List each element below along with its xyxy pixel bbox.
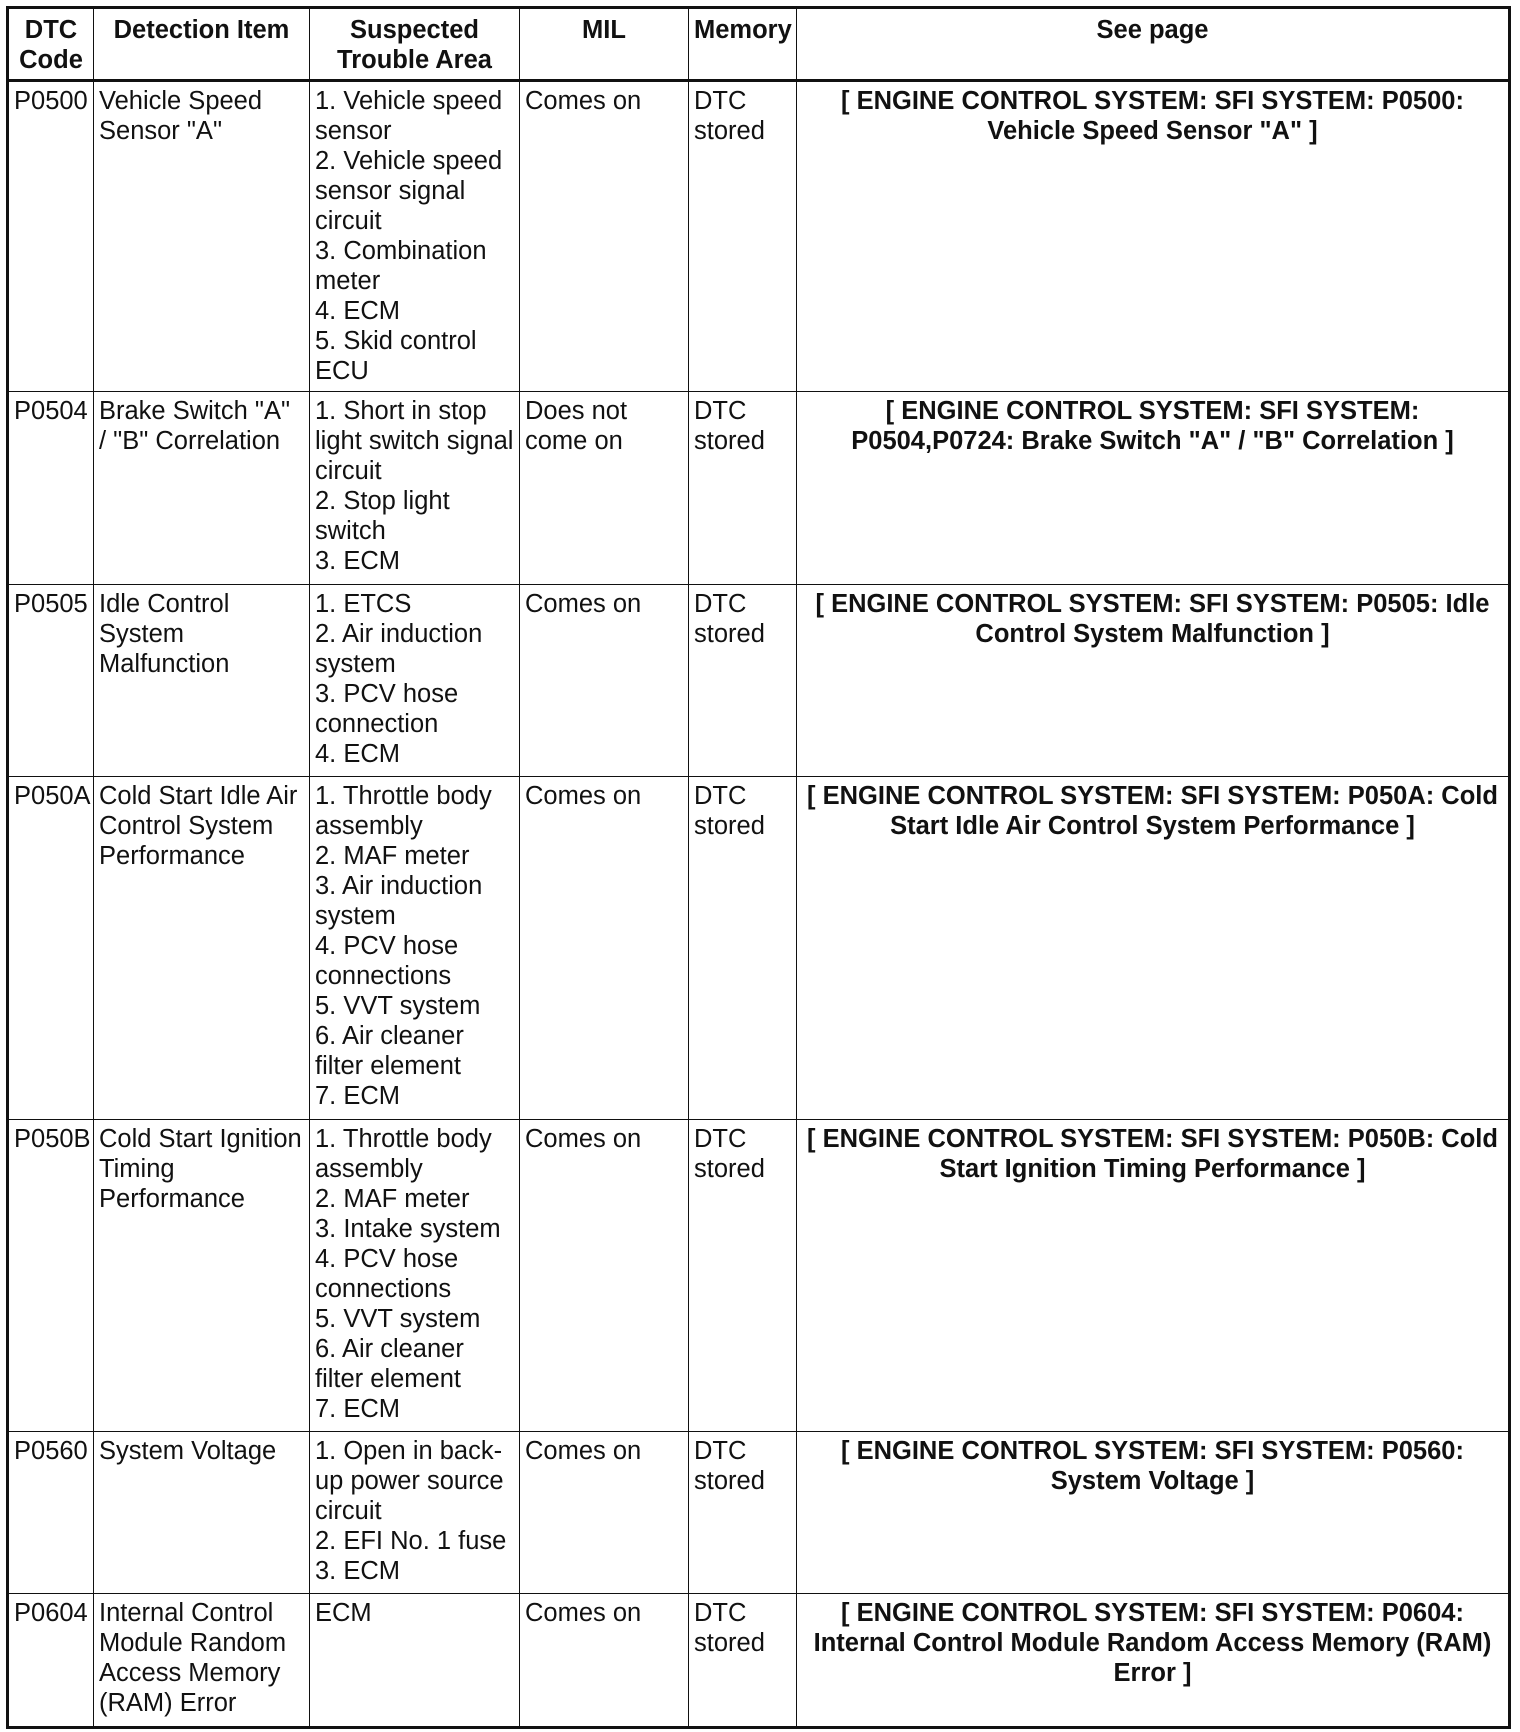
see-page-cell: [ ENGINE CONTROL SYSTEM: SFI SYSTEM: P0560: System Voltage ] bbox=[797, 1432, 1510, 1594]
trouble-area-item: 1. ETCS bbox=[315, 590, 412, 618]
trouble-area-item: 2. MAF meter bbox=[315, 842, 470, 870]
detection-item-cell: System Voltage bbox=[94, 1432, 310, 1594]
detection-item-cell: Idle Control System Malfunction bbox=[94, 585, 310, 777]
trouble-area-item: 1. Open in back-up power source circuit bbox=[315, 1437, 504, 1525]
memory-cell: DTC stored bbox=[689, 777, 797, 1120]
trouble-area-item: 2. Air induction system bbox=[315, 620, 483, 678]
suspected-trouble-area-cell bbox=[310, 392, 520, 585]
header-memory: Memory bbox=[689, 8, 797, 81]
see-page-cell: [ ENGINE CONTROL SYSTEM: SFI SYSTEM: P050B: Cold Start Ignition Timing Performance ] bbox=[797, 1120, 1510, 1432]
trouble-area-item: 5. Skid control ECU bbox=[315, 327, 477, 385]
trouble-area-item: 5. VVT system bbox=[315, 1305, 481, 1333]
trouble-area-item: 4. PCV hose connections bbox=[315, 932, 459, 990]
trouble-area-item: 3. ECM bbox=[315, 1557, 401, 1585]
table-row bbox=[8, 1120, 1510, 1432]
memory-cell: DTC stored bbox=[689, 585, 797, 777]
trouble-area-item: 4. ECM bbox=[315, 297, 401, 325]
trouble-area-item: 7. ECM bbox=[315, 1395, 401, 1423]
suspected-trouble-area-cell bbox=[310, 1432, 520, 1594]
trouble-area-item: ECM bbox=[315, 1599, 372, 1627]
trouble-area-item: 1. Throttle body assembly bbox=[315, 782, 492, 840]
see-page-cell: [ ENGINE CONTROL SYSTEM: SFI SYSTEM: P0504,P0724: Brake Switch "A" / "B" Correlation ] bbox=[797, 392, 1510, 585]
trouble-area-item: 2. MAF meter bbox=[315, 1185, 470, 1213]
suspected-trouble-area-cell bbox=[310, 777, 520, 1120]
see-page-cell: [ ENGINE CONTROL SYSTEM: SFI SYSTEM: P0604: Internal Control Module Random Access Memory (RAM) Error ] bbox=[797, 1594, 1510, 1728]
mil-cell: Does not come on bbox=[520, 392, 689, 585]
detection-item-cell: Internal Control Module Random Access Memory (RAM) Error bbox=[94, 1594, 310, 1728]
suspected-trouble-area-cell bbox=[310, 81, 520, 392]
memory-cell: DTC stored bbox=[689, 392, 797, 585]
table-row bbox=[8, 1432, 1510, 1594]
see-page-cell: [ ENGINE CONTROL SYSTEM: SFI SYSTEM: P050A: Cold Start Idle Air Control System Performance ] bbox=[797, 777, 1510, 1120]
header-row bbox=[8, 8, 1510, 81]
dtc-code-cell: P0505 bbox=[8, 585, 94, 777]
trouble-area-item: 3. PCV hose connection bbox=[315, 680, 459, 738]
trouble-area-item: 4. ECM bbox=[315, 740, 401, 768]
mil-cell: Comes on bbox=[520, 585, 689, 777]
trouble-area-item: 6. Air cleaner filter element bbox=[315, 1335, 464, 1393]
dtc-table bbox=[6, 6, 1511, 1729]
table-row bbox=[8, 777, 1510, 1120]
header-detection-item: Detection Item bbox=[94, 8, 310, 81]
mil-cell: Comes on bbox=[520, 1432, 689, 1594]
suspected-trouble-area-cell bbox=[310, 1120, 520, 1432]
header-mil: MIL bbox=[520, 8, 689, 81]
see-page-cell: [ ENGINE CONTROL SYSTEM: SFI SYSTEM: P0505: Idle Control System Malfunction ] bbox=[797, 585, 1510, 777]
memory-cell: DTC stored bbox=[689, 81, 797, 392]
detection-item-cell: Vehicle Speed Sensor "A" bbox=[94, 81, 310, 392]
trouble-area-item: 2. EFI No. 1 fuse bbox=[315, 1527, 507, 1555]
dtc-code-cell: P0604 bbox=[8, 1594, 94, 1728]
mil-cell: Comes on bbox=[520, 1120, 689, 1432]
trouble-area-item: 3. ECM bbox=[315, 547, 401, 575]
trouble-area-item: 1. Throttle body assembly bbox=[315, 1125, 492, 1183]
dtc-code-cell: P0560 bbox=[8, 1432, 94, 1594]
trouble-area-item: 5. VVT system bbox=[315, 992, 481, 1020]
detection-item-cell: Cold Start Ignition Timing Performance bbox=[94, 1120, 310, 1432]
detection-item-cell: Cold Start Idle Air Control System Performance bbox=[94, 777, 310, 1120]
suspected-trouble-area-cell bbox=[310, 585, 520, 777]
header-suspected-trouble-area: Suspected Trouble Area bbox=[310, 8, 520, 81]
dtc-code-cell: P0500 bbox=[8, 81, 94, 392]
see-page-cell: [ ENGINE CONTROL SYSTEM: SFI SYSTEM: P0500: Vehicle Speed Sensor "A" ] bbox=[797, 81, 1510, 392]
trouble-area-item: 4. PCV hose connections bbox=[315, 1245, 459, 1303]
detection-item-cell: Brake Switch "A" / "B" Correlation bbox=[94, 392, 310, 585]
dtc-code-cell: P050A bbox=[8, 777, 94, 1120]
header-dtc-code: DTC Code bbox=[8, 8, 94, 81]
trouble-area-item: 2. Stop light switch bbox=[315, 487, 450, 545]
table-row bbox=[8, 1594, 1510, 1728]
table-row bbox=[8, 392, 1510, 585]
dtc-code-cell: P0504 bbox=[8, 392, 94, 585]
table-row bbox=[8, 585, 1510, 777]
mil-cell: Comes on bbox=[520, 81, 689, 392]
memory-cell: DTC stored bbox=[689, 1432, 797, 1594]
memory-cell: DTC stored bbox=[689, 1594, 797, 1728]
table-row bbox=[8, 81, 1510, 392]
trouble-area-item: 3. Intake system bbox=[315, 1215, 501, 1243]
mil-cell: Comes on bbox=[520, 1594, 689, 1728]
trouble-area-item: 1. Vehicle speed sensor bbox=[315, 87, 503, 145]
trouble-area-item: 3. Combination meter bbox=[315, 237, 487, 295]
trouble-area-item: 2. Vehicle speed sensor signal circuit bbox=[315, 147, 503, 235]
dtc-code-cell: P050B bbox=[8, 1120, 94, 1432]
trouble-area-item: 7. ECM bbox=[315, 1082, 401, 1110]
suspected-trouble-area-cell bbox=[310, 1594, 520, 1728]
header-see-page: See page bbox=[797, 8, 1510, 81]
trouble-area-item: 3. Air induction system bbox=[315, 872, 483, 930]
trouble-area-item: 1. Short in stop light switch signal circuit bbox=[315, 397, 514, 485]
mil-cell: Comes on bbox=[520, 777, 689, 1120]
memory-cell: DTC stored bbox=[689, 1120, 797, 1432]
trouble-area-item: 6. Air cleaner filter element bbox=[315, 1022, 464, 1080]
